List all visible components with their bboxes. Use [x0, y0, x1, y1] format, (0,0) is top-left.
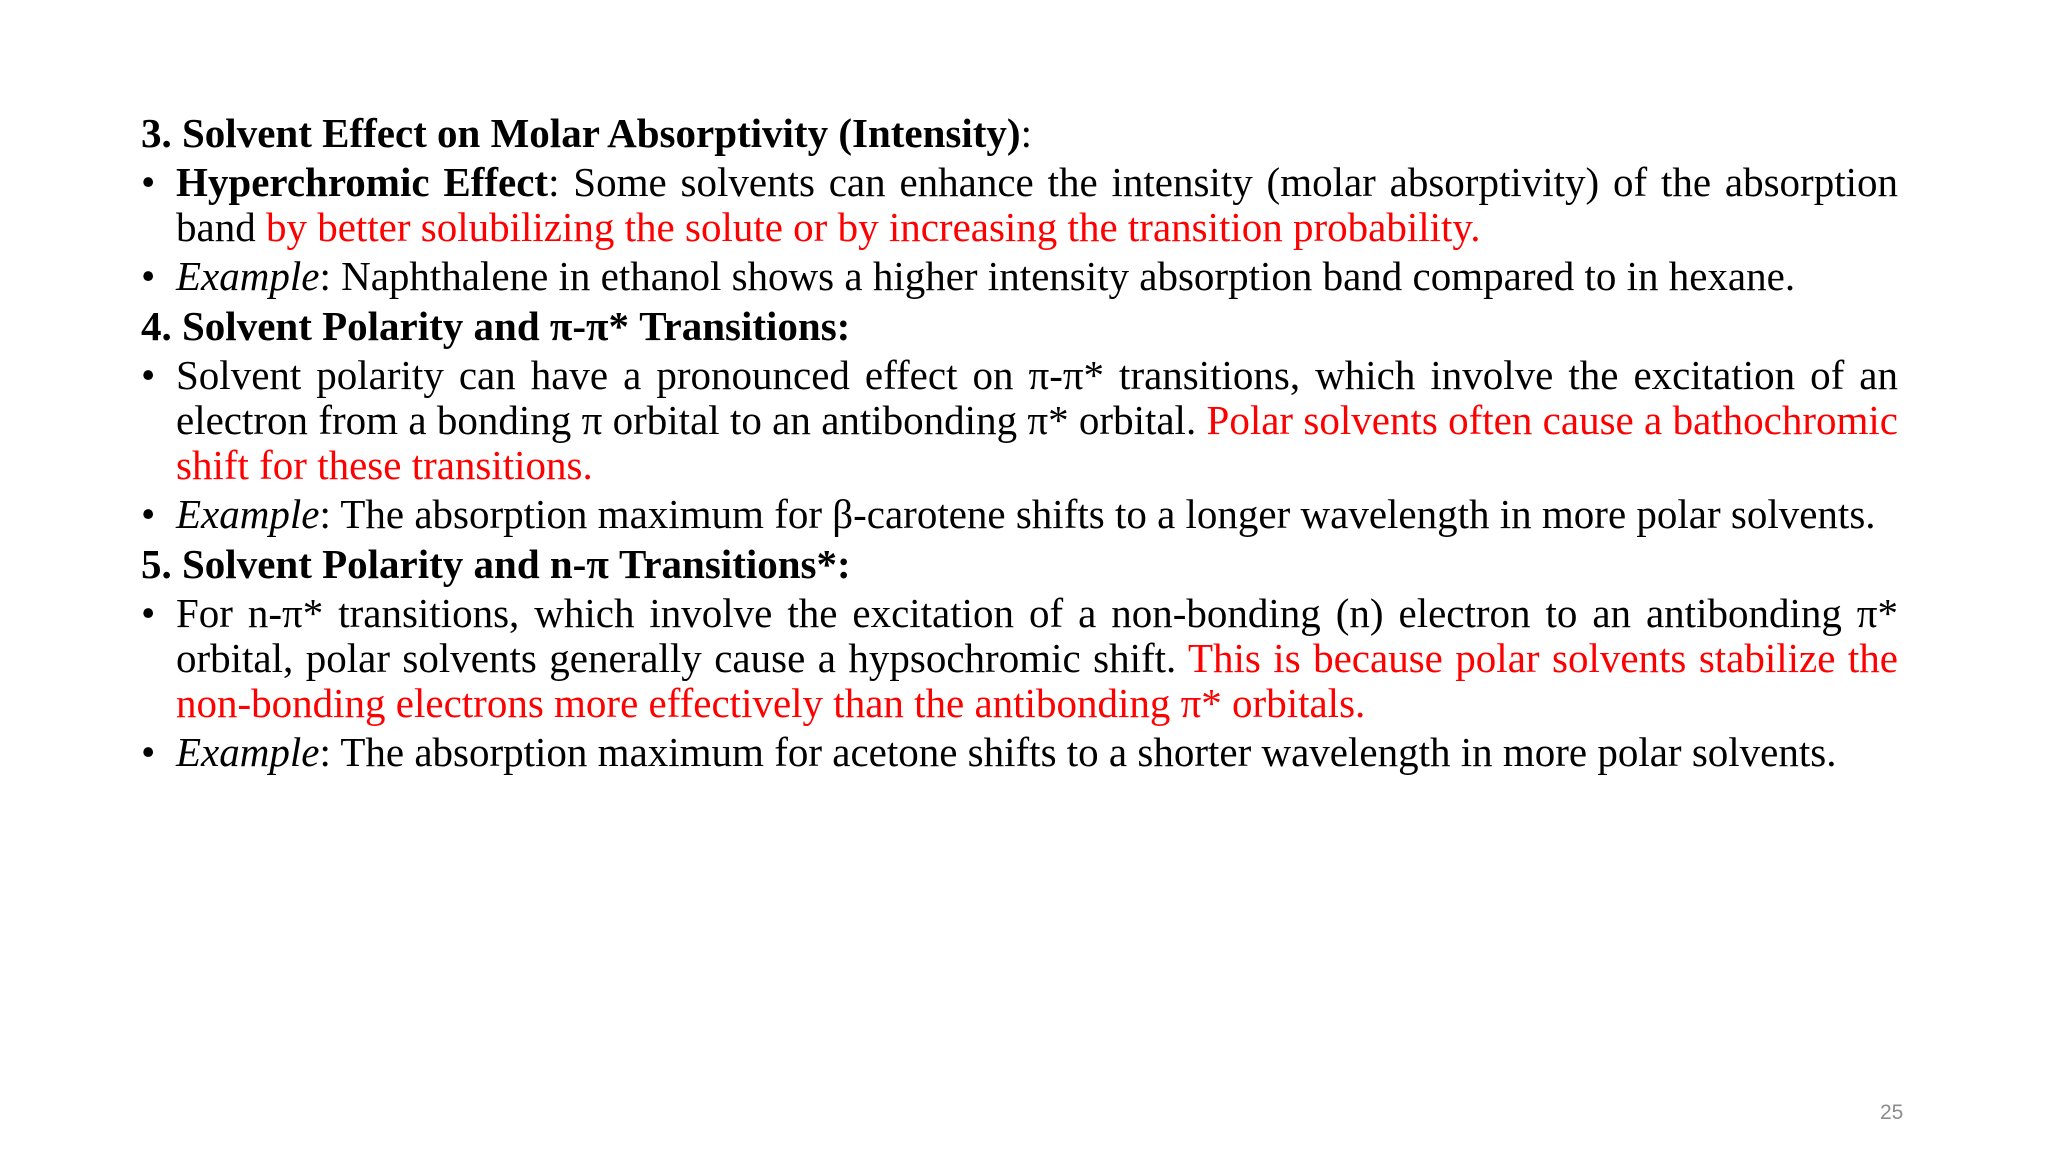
carotene-example-text: : The absorption maximum for β-carotene shifts to a longer wavelength in more polar solvents.	[319, 491, 1876, 537]
n-pi-bullet	[141, 591, 1898, 726]
hyperchromic-highlight: by better solubilizing the solute or by increasing the transition probability.	[265, 204, 1481, 250]
naphthalene-example-text: : Naphthalene in ethanol shows a higher intensity absorption band compared to in hexane.	[319, 253, 1796, 299]
section-3-heading-text: 3. Solvent Effect on Molar Absorptivity (Intensity)	[141, 110, 1021, 156]
example-label: Example	[176, 491, 320, 537]
example-label: Example	[176, 253, 320, 299]
section-5-heading: 5. Solvent Polarity and n-π Transitions*:	[141, 541, 851, 587]
section-3-heading	[141, 110, 1898, 156]
slide-content	[141, 110, 1898, 779]
pi-pi-bullet	[141, 353, 1898, 488]
page-number: 25	[1880, 1101, 1904, 1124]
hyperchromic-text: : Some solvents can enhance the intensity (molar absorptivity) of the absorption band	[176, 159, 1898, 250]
hyperchromic-term: Hyperchromic Effect	[176, 159, 549, 205]
hyperchromic-bullet	[141, 160, 1898, 250]
acetone-example-text: : The absorption maximum for acetone shifts to a shorter wavelength in more polar solvents.	[319, 729, 1837, 775]
pi-pi-highlight: Polar solvents often cause a bathochromic shift for these transitions.	[176, 397, 1898, 488]
pi-pi-text: Solvent polarity can have a pronounced effect on π-π* transitions, which involve the excitation of an electron from a bonding π orbital to an antibonding π* orbital.	[176, 352, 1898, 443]
section-4-heading: 4. Solvent Polarity and π-π* Transitions:	[141, 303, 851, 349]
naphthalene-example-bullet	[141, 254, 1898, 299]
example-label: Example	[176, 729, 320, 775]
n-pi-text: For n-π* transitions, which involve the excitation of a non-bonding (n) electron to an antibonding π* orbital, polar solvents generally cause a hypsochromic shift.	[176, 590, 1898, 681]
section-3-heading-colon: :	[1020, 110, 1032, 156]
carotene-example-bullet	[141, 492, 1898, 537]
n-pi-highlight: This is because polar solvents stabilize the non-bonding electrons more effectively than the antibonding π* orbitals.	[176, 635, 1898, 726]
acetone-example-bullet	[141, 730, 1898, 775]
